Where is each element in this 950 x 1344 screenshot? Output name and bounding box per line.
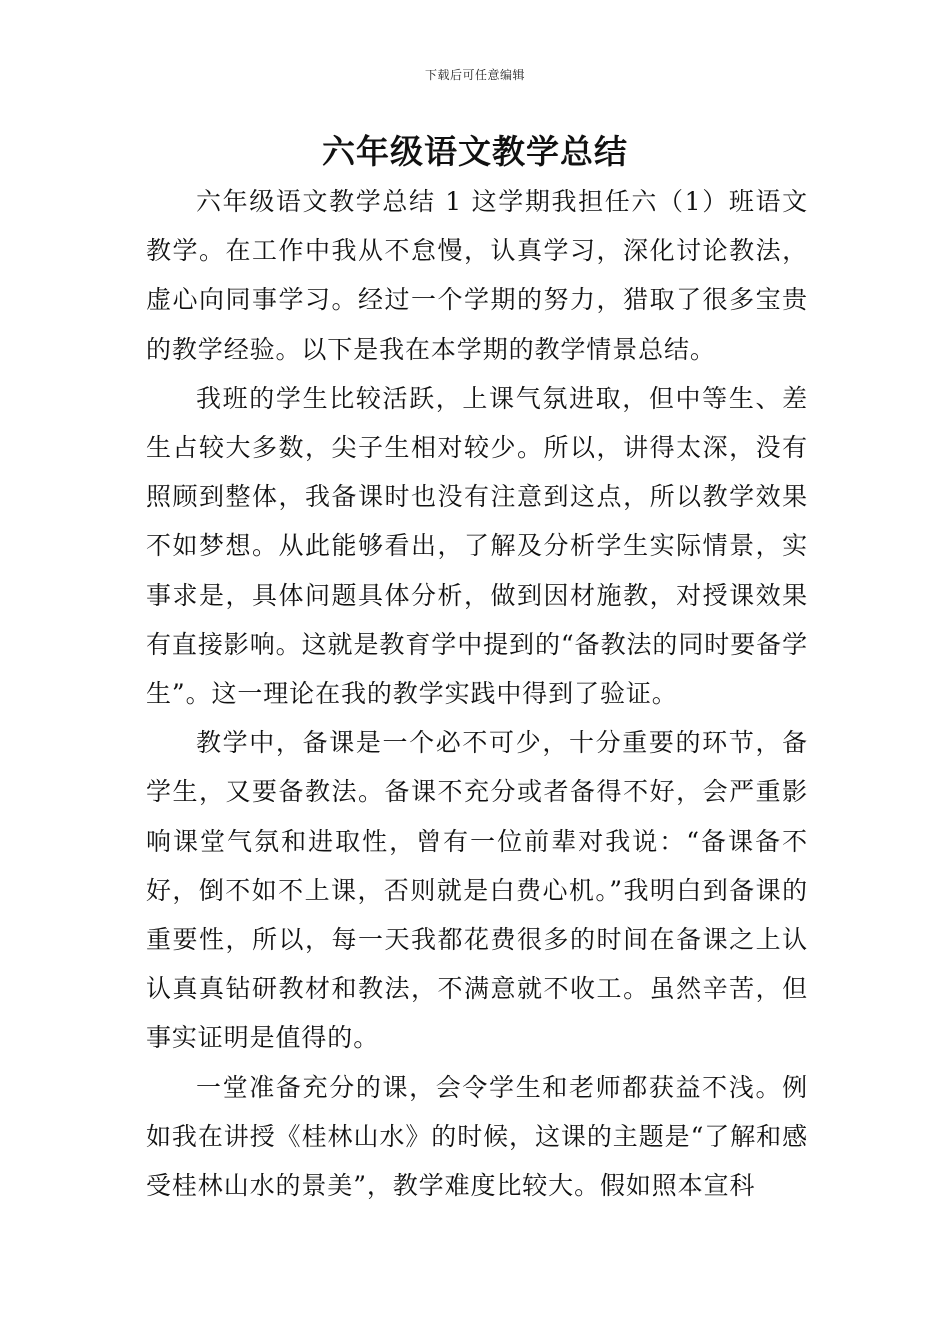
paragraph: 一堂准备充分的课，会令学生和老师都获益不浅。例如我在讲授《桂林山水》的时候，这课的主题是“了解和感受桂林山水的景美”，教学难度比较大。假如照本宣科 bbox=[146, 1072, 808, 1201]
paragraph: 我班的学生比较活跃，上课气氛进取，但中等生、差生占较大多数，尖子生相对较少。所以，讲得太深，没有照顾到整体，我备课时也没有注意到这点，所以教学效果不如梦想。从此能够看出，了解及分析学生实际情景，实事求是，具体问题具体分析，做到因材施教，对授课效果有直接影响。这就是教育学中提到的“备教法的同时要备学生”。这一理论在我的教学实践中得到了验证。 bbox=[146, 383, 808, 709]
document-title: 六年级语文教学总结 bbox=[322, 132, 628, 171]
document-body bbox=[146, 177, 808, 1210]
paragraph: 六年级语文教学总结 1 这学期我担任六（1）班语文教学。在工作中我从不怠慢，认真学习，深化讨论教法，虚心向同事学习。经过一个学期的努力，猎取了很多宝贵的教学经验。以下是我在本学期的教学情景总结。 bbox=[146, 187, 808, 364]
header-note: 下载后可任意编辑 bbox=[424, 68, 525, 82]
paragraph: 教学中，备课是一个必不可少，十分重要的环节，备学生，又要备教法。备课不充分或者备得不好，会严重影响课堂气氛和进取性，曾有一位前辈对我说：“备课备不好，倒不如不上课，否则就是白费心机。”我明白到备课的重要性，所以，每一天我都花费很多的时间在备课之上认认真真钻研教材和教法，不满意就不收工。虽然辛苦，但事实证明是值得的。 bbox=[146, 728, 808, 1053]
